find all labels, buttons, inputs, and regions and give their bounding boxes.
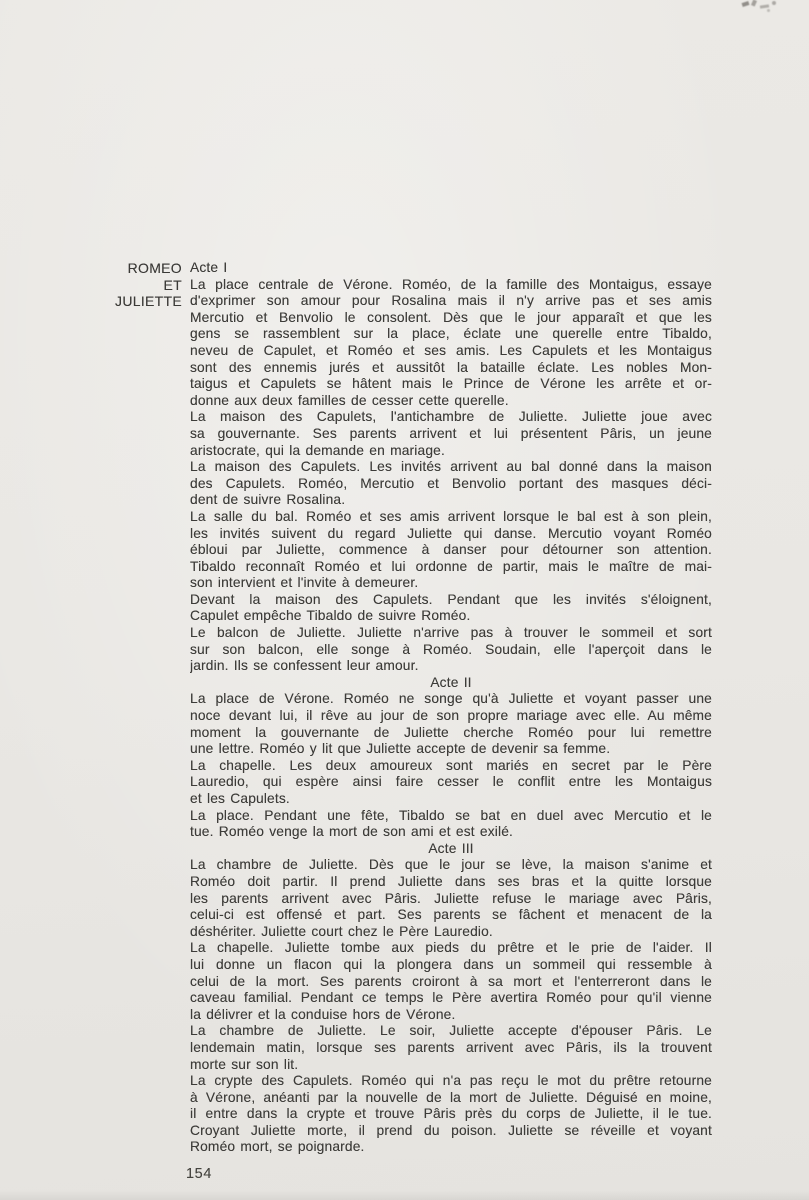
text-line: La crypte des Capulets. Roméo qui n'a pas reçu le mot du prêtre retourne [190, 1073, 712, 1089]
text-line: La salle du bal. Roméo et ses amis arrivent lorsque le bal est à son plein, [190, 508, 712, 524]
text-line: ébloui par Juliette, commence à danser pour détourner son attention. [190, 542, 712, 558]
text-line: Mercutio et Benvolio le consolent. Dès que le jour apparaît et que les [190, 309, 712, 325]
text-line: Lauredio, qui espère ainsi faire cesser le conflit entre les Montaigus [190, 774, 712, 790]
text-line: tue. Roméo venge la mort de son ami et est exilé. [190, 824, 514, 840]
text-line: Roméo mort, se poignarde. [190, 1139, 365, 1155]
act-heading: Acte I [190, 260, 228, 275]
text-line: il entre dans la crypte et trouve Pâris près du corps de Juliette, il le tue. [190, 1106, 712, 1122]
margin-title-line: ROMEO [127, 260, 182, 276]
text-line: lui donne un flacon qui la plongera dans un sommeil qui ressemble à [190, 956, 712, 972]
text-line: Tibaldo reconnaît Roméo et lui ordonne de partir, mais le maître de mai- [190, 558, 712, 574]
text-line: dent de suivre Rosalina. [190, 492, 346, 508]
text-line: jardin. Ils se confessent leur amour. [190, 658, 419, 674]
text-line: les parents arrivent avec Pâris. Juliette refuse le mariage avec Pâris, [190, 890, 712, 906]
text-line: La chapelle. Les deux amoureux sont mariés en secret par le Père [190, 757, 712, 773]
text-line: morte sur son lit. [190, 1056, 299, 1072]
text-line: et les Capulets. [190, 791, 290, 806]
text-line: une lettre. Roméo y lit que Juliette accepte de devenir sa femme. [190, 741, 611, 757]
text-line: La place. Pendant une fête, Tibaldo se bat en duel avec Mercutio et le [190, 807, 712, 823]
text-line: Roméo doit partir. Il prend Juliette dans ses bras et la quitte lorsque [190, 873, 712, 889]
text-line: La maison des Capulets, l'antichambre de Juliette. Juliette joue avec [190, 409, 712, 425]
text-line: La chambre de Juliette. Le soir, Juliette accepte d'épouser Pâris. Le [190, 1023, 712, 1039]
text-line: les invités suivent du regard Juliette qui danse. Mercutio voyant Roméo [190, 525, 712, 541]
text-line: Capulet empêche Tibaldo de suivre Roméo. [190, 608, 471, 624]
text-line: d'exprimer son amour pour Rosalina mais il n'y arrive pas et ses amis [190, 293, 712, 309]
text-line: celui-ci est offensé et part. Ses parents se fâchent et menacent de la [190, 907, 712, 923]
text-line: caveau familial. Pendant ce temps le Père avertira Roméo pour qu'il vienne [190, 990, 712, 1006]
act-heading: Acte II [430, 674, 472, 690]
text-line: La chapelle. Juliette tombe aux pieds du prêtre et le prie de l'aider. Il [190, 940, 712, 956]
text-line: lendemain matin, lorsque ses parents arrivent avec Pâris, ils la trouvent [190, 1039, 712, 1055]
text-line: sont des ennemis jurés et aussitôt la bataille éclate. Les nobles Mon- [190, 359, 712, 375]
text-line: la délivrer et la conduise hors de Vérone. [190, 1006, 456, 1022]
text-line: La chambre de Juliette. Dès que le jour se lève, la maison s'anime et [190, 857, 712, 873]
synopsis-column [190, 260, 712, 1156]
text-line: moment la gouvernante de Juliette cherche Roméo pour lui remettre [190, 724, 712, 740]
text-line: aristocrate, qui la demande en mariage. [190, 442, 445, 458]
text-line: déshériter. Juliette court chez le Père Lauredio. [190, 923, 493, 939]
text-line: sur son balcon, elle songe à Roméo. Soudain, elle l'aperçoit dans le [190, 641, 712, 657]
margin-title [52, 260, 182, 310]
text-line: gens se rassemblent sur la place, éclate une querelle entre Tibaldo, [190, 326, 712, 342]
text-line: Croyant Juliette morte, il prend du poison. Juliette se réveille et voyant [190, 1122, 712, 1138]
text-line: taigus et Capulets se hâtent mais le Prince de Vérone les arrête et or- [190, 376, 712, 392]
margin-title-line: ET [163, 276, 182, 293]
text-line: Devant la maison des Capulets. Pendant que les invités s'éloignent, [190, 591, 712, 607]
text-line: La maison des Capulets. Les invités arrivent au bal donné dans la maison [190, 459, 712, 475]
text-line: celui de la mort. Ses parents croiront à sa mort et l'enterreront dans le [190, 973, 712, 989]
text-line: à Vérone, anéanti par la nouvelle de la mort de Juliette. Déguisé en moine, [190, 1089, 712, 1105]
margin-title-line: JULIETTE [115, 293, 182, 310]
page-number: 154 [186, 1166, 212, 1182]
text-line: son intervient et l'invite à demeurer. [190, 575, 419, 591]
ink-smudge [742, 0, 782, 14]
text-line: noce devant lui, il rêve au jour de son propre mariage avec elle. Au même [190, 708, 712, 724]
text-line: des Capulets. Roméo, Mercutio et Benvolio portant des masques déci- [190, 475, 712, 491]
text-line: La place centrale de Vérone. Roméo, de la famille des Montaigus, essaye [190, 276, 712, 292]
text-line: neveu de Capulet, et Roméo et ses amis. Les Capulets et les Montaigus [190, 342, 712, 358]
text-line: Le balcon de Juliette. Juliette n'arrive pas à trouver le sommeil et sort [190, 625, 712, 641]
text-line: donne aux deux familles de cesser cette querelle. [190, 392, 509, 408]
text-line: sa gouvernante. Ses parents arrivent et lui présentent Pâris, un jeune [190, 425, 712, 441]
text-line: La place de Vérone. Roméo ne songe qu'à Juliette et voyant passer une [190, 691, 712, 707]
act-heading: Acte III [428, 840, 474, 856]
